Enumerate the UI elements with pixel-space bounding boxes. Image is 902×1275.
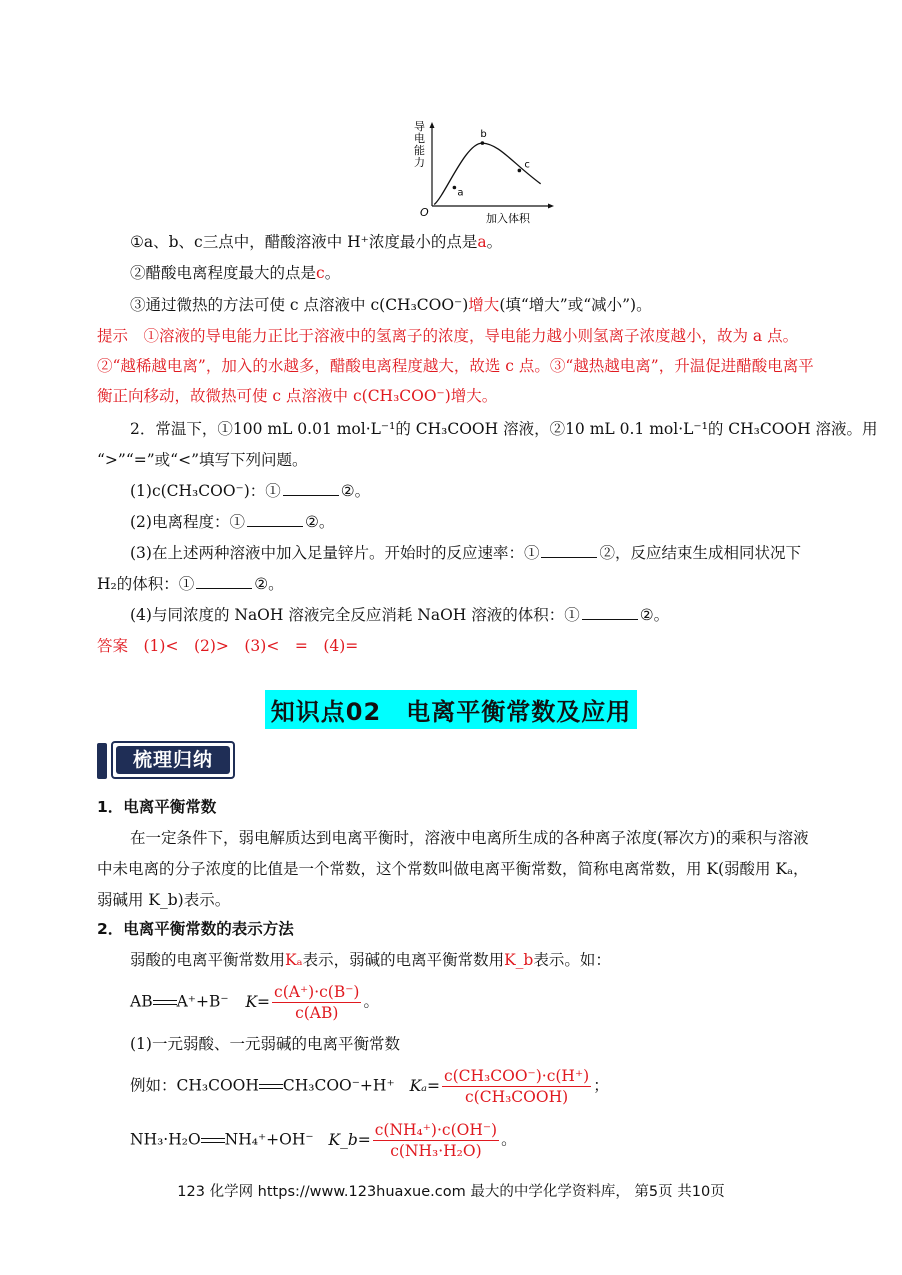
eq2-right: CH₃COO⁻+H⁺ [282,1076,395,1095]
eq2-left: 例如：CH₃COOH [130,1076,259,1095]
s1-para-line-2: 中未电离的分子浓度的比值是一个常数，这个常数叫做电离平衡常数，简称电离常数，用 K(弱酸用 Kₐ， [97,860,809,878]
q2-part-3-line-2 [97,573,284,595]
s2-intro [130,949,611,971]
eq3-numerator: c(NH₄⁺)·c(OH⁻) [374,1121,498,1139]
q1-line-3 [130,294,652,316]
eq3-end: 。 [501,1130,517,1149]
q2-p1-text: (1)c(CH₃COO⁻)：① [130,482,281,500]
q2-p3-text: (3)在上述两种溶液中加入足量锌片。开始时的反应速率：① [130,544,540,562]
x-axis-label: 加入体积 [486,212,530,225]
q1-3-answer: 增大 [468,296,500,314]
eq1-k: K= [245,992,271,1011]
q2-p2-end: ②。 [304,513,335,531]
eq2-denominator: c(CH₃COOH) [464,1088,569,1106]
origin-label: O [420,206,429,219]
eq1-end: 。 [363,992,379,1011]
q1-3-text: ③通过微热的方法可使 c 点溶液中 c(CH₃COO⁻) [130,296,469,314]
q2-answer: 答案 (1)< (2)> (3)< = (4)= [97,637,359,655]
hint-line-1: 提示 ①溶液的导电能力正比于溶液中的氢离子的浓度，导电能力越小则氢离子浓度越小，故为 a 点。 [97,327,799,345]
q1-1-answer: a [477,233,487,251]
chart-point-a [453,186,457,190]
conductivity-chart [410,118,560,228]
q2-part-2 [130,511,334,533]
eq3-right: NH₄⁺+OH⁻ [224,1130,314,1149]
eq1-right: A⁺+B⁻ [176,992,229,1011]
chart-point-b [481,141,485,145]
q1-2-answer: c [316,264,325,282]
chart-points [453,129,530,198]
eq3-denominator: c(NH₃·H₂O) [390,1142,482,1160]
q2-p4-text: (4)与同浓度的 NaOH 溶液完全反应消耗 NaOH 溶液的体积：① [130,606,580,624]
s2-intro-ka: Kₐ [285,951,303,969]
q1-line-2 [130,262,340,284]
chart-point-label-b: b [480,129,487,141]
s2-title: 2．电离平衡常数的表示方法 [97,920,294,938]
eq1-fraction [272,982,361,1023]
q2-p2-text: (2)电离程度：① [130,513,245,531]
s1-para-line-1: 在一定条件下，弱电解质达到电离平衡时，溶液中电离所生成的各种离子浓度(幂次方)的乘积与溶液 [130,829,809,847]
s2-intro-post: 表示。如： [533,951,611,969]
hint-line-2: ②“越稀越电离”，加入的水越多，醋酸电离程度越大，故选 c 点。③“越热越电离”，升温促进醋酸电离平 [97,357,814,375]
y-axis-label-char: 能 [414,144,425,157]
eq1-left: AB [130,992,153,1011]
eq1-denominator: c(AB) [295,1004,339,1022]
s1-para-line-3: 弱碱用 K_b)表示。 [97,891,231,909]
eq3-fraction [373,1120,499,1161]
s2-intro-kb: K_b [504,951,534,969]
q2-p2-blank[interactable] [247,512,303,527]
equilibrium-arrow-icon [259,1082,283,1092]
equation-3 [130,1120,517,1161]
x-axis-arrow [548,204,554,209]
chart-point-label-c: c [524,159,530,171]
q2-part-3 [130,542,801,564]
eq3-k: K_b= [328,1130,371,1149]
equation-2 [130,1066,609,1107]
q1-1-text: ①a、b、c三点中，醋酸溶液中 H⁺浓度最小的点是 [130,233,478,251]
y-axis-arrow [430,122,435,128]
q2-p3-l2-text: H₂的体积：① [97,575,195,593]
q2-p3-l2-end: ②。 [254,575,284,593]
badge-label: 梳理归纳 [116,746,230,774]
section-heading-wrap [0,690,902,729]
q2-line-2: “>”“=”或“<”填写下列问题。 [97,451,308,469]
y-axis-label [414,120,425,169]
q2-p3-blank-1[interactable] [541,543,597,558]
s2-sub-1: (1)一元弱酸、一元弱碱的电离平衡常数 [130,1035,400,1053]
y-axis-label-char: 力 [414,156,425,169]
q2-part-1 [130,480,370,502]
q2-p1-blank[interactable] [283,481,339,496]
q2-p4-end: ②。 [639,606,670,624]
q1-line-1 [130,231,502,253]
q2-p1-end: ②。 [340,482,371,500]
chart-point-label-a: a [457,187,464,199]
hint-line-3: 衡正向移动，故微热可使 c 点溶液中 c(CH₃COO⁻)增大。 [97,387,498,405]
equilibrium-arrow-icon [201,1136,225,1146]
s1-title: 1．电离平衡常数 [97,798,217,816]
eq2-k: Kₐ= [409,1076,440,1095]
section-heading: 知识点02 电离平衡常数及应用 [265,690,637,729]
s2-intro-pre: 弱酸的电离平衡常数用 [130,951,286,969]
y-axis-label-char: 电 [414,132,425,145]
q1-2-text: ②醋酸电离程度最大的点是 [130,264,317,282]
q1-2-end: 。 [324,264,341,282]
s2-intro-mid: 表示，弱碱的电离平衡常数用 [302,951,505,969]
q2-p3-blank-2[interactable] [196,574,252,589]
q2-p4-blank[interactable] [582,605,638,620]
q1-1-end: 。 [486,233,503,251]
equation-1 [130,982,379,1023]
y-axis-label-char: 导 [414,120,425,133]
badge-bar [97,743,107,779]
badge-box [111,741,235,779]
q2-line-1: 2．常温下，①100 mL 0.01 mol·L⁻¹的 CH₃COOH 溶液，②10 mL 0.1 mol·L⁻¹的 CH₃COOH 溶液。用 [130,420,878,438]
summary-badge [97,741,239,781]
conductivity-curve [434,143,540,204]
eq2-end: ； [593,1076,609,1095]
chart-point-c [518,169,522,173]
q2-part-4 [130,604,669,626]
q1-3-end: (填“增大”或“减小”)。 [499,296,652,314]
eq2-numerator: c(CH₃COO⁻)·c(H⁺) [443,1067,590,1085]
eq1-numerator: c(A⁺)·c(B⁻) [274,983,360,1001]
page-footer: 123 化学网 https://www.123huaxue.com 最大的中学化学资料库， 第5页 共10页 [177,1184,725,1200]
equilibrium-arrow-icon [153,998,177,1008]
q2-p3-mid: ②，反应结束生成相同状况下 [599,544,801,562]
eq3-left: NH₃·H₂O [130,1130,201,1149]
eq2-fraction [442,1066,591,1107]
